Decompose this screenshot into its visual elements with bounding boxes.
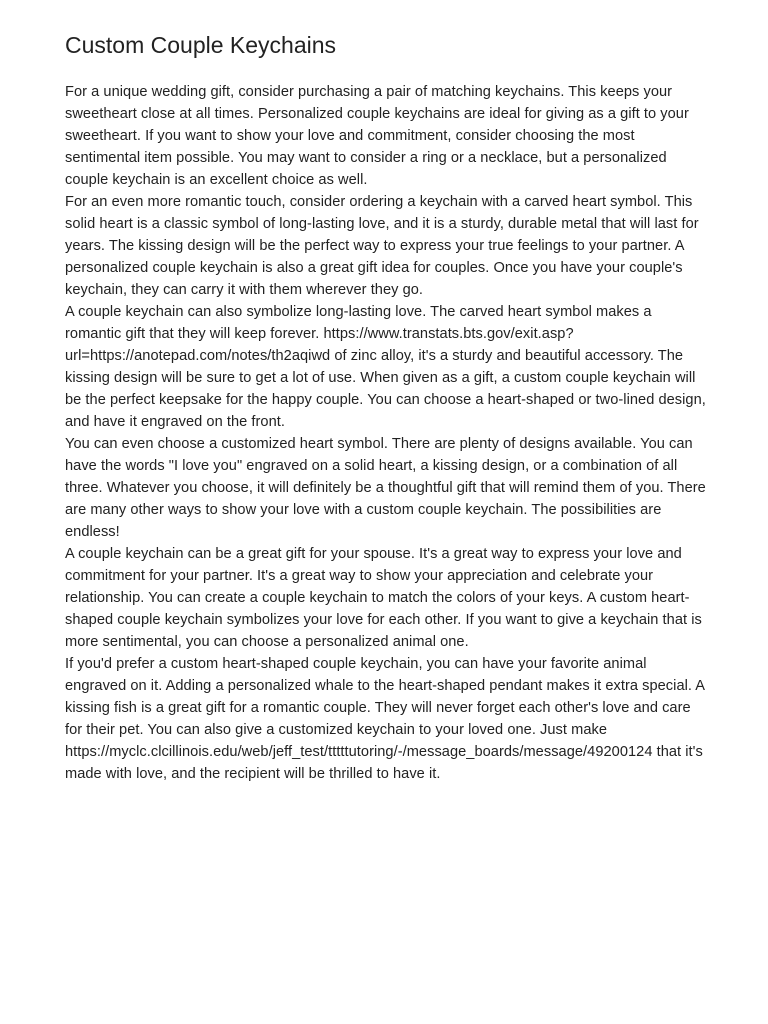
article-body [65,81,710,785]
paragraph-3: A couple keychain can also symbolize long-lasting love. The carved heart symbol makes a romantic gift that they will keep forever. https://www.transtats.bts.gov/exit.asp?url=https://anotepad.com/notes/th2aqiwd of zinc alloy, it's a sturdy and beautiful accessory. The kissing design will be sure to get a lot of use. When given as a gift, a custom couple keychain will be the perfect keepsake for the happy couple. You can choose a heart-shaped or two-lined design, and have it engraved on the front. [65,304,706,430]
paragraph-1: For a unique wedding gift, consider purchasing a pair of matching keychains. This keeps your sweetheart close at all times. Personalized couple keychains are ideal for giving as a gift to your sweetheart. If you want to show your love and commitment, consider choosing the most sentimental item possible. You may want to consider a ring or a necklace, but a personalized couple keychain is an excellent choice as well. [65,84,689,188]
paragraph-2: For an even more romantic touch, consider ordering a keychain with a carved heart symbol. This solid heart is a classic symbol of long-lasting love, and it is a sturdy, durable metal that will last for years. The kissing design will be the perfect way to express your true feelings to your partner. A personalized couple keychain is also a great gift idea for couples. Once you have your couple's keychain, they can carry it with them wherever they go. [65,194,699,298]
paragraph-4: You can even choose a customized heart symbol. There are plenty of designs available. You can have the words "I love you" engraved on a solid heart, a kissing design, or a combination of all three. Whatever you choose, it will definitely be a thoughtful gift that will remind them of you. There are many other ways to show your love with a custom couple keychain. The possibilities are endless! [65,436,706,540]
page-title: Custom Couple Keychains [65,32,337,58]
paragraph-5: A couple keychain can be a great gift for your spouse. It's a great way to express your love and commitment for your partner. It's a great way to show your appreciation and celebrate your relationship. You can create a couple keychain to match the colors of your keys. A custom heart-shaped couple keychain symbolizes your love for each other. If you want to give a keychain that is more sentimental, you can choose a personalized animal one. [65,546,702,650]
paragraph-6: If you'd prefer a custom heart-shaped couple keychain, you can have your favorite animal engraved on it. Adding a personalized whale to the heart-shaped pendant makes it extra special. A kissing fish is a great gift for a romantic couple. They will never forget each other's love and care for their pet. You can also give a customized keychain to your loved one. Just make https://myclc.clcillinois.edu/web/jeff_test/tttttutoring/-/message_boards/message/49200124 that it's made with love, and the recipient will be thrilled to have it. [65,656,705,782]
document-page [65,30,710,785]
